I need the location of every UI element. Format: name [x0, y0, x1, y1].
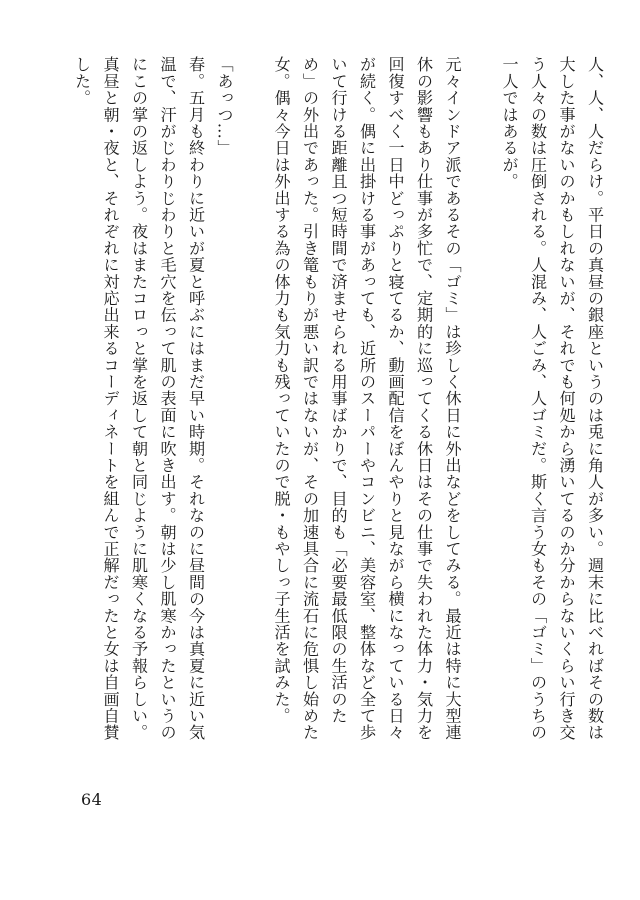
- paragraph-4: 春。五月も終わりに近いが夏と呼ぶにはまだ早い時期。それなのに昼間の今は真夏に近い気温で、汗がじわりじわりと毛穴を伝って肌の表面に吹き出す。朝は少し肌寒かったというのにこの掌の返しよう。夜はまたコロっと掌を返して朝と同じように肌寒くなる予報らしい。真昼と朝・夜と、それぞれに対応出来るコーディネートを組んで正解だったと女は自画自賛した。: [72, 56, 205, 741]
- blank-line: [466, 56, 495, 746]
- blank-line: [238, 56, 267, 746]
- page-number: 64: [81, 790, 103, 809]
- paragraph-3: 「あっつ…」: [214, 56, 234, 157]
- paragraph-2: 元々インドア派であるその「ゴミ」は珍しく休日に外出などをしてみる。最近は特に大型連休の影響もあり仕事が多忙で、定期的に巡ってくる休日はその仕事で失われた体力・気力を回復すべく一日中どっぷりと寝てるか、動画配信をぼんやりと見ながら横になっている日々が続く。偶に出掛ける事があっても、近所のスーパーやコンビニ、美容室、整体など全て歩いて行ける距離且つ短時間で済ませられる用事ばかりで、目的も「必要最低限の生活のため」の外出であった。引き篭もりが悪い訳ではないが、その加速具合に流石に危惧し始めた女。偶々今日は外出する為の体力も気力も残っていたので脱・もやしっ子生活を試みた。: [271, 56, 462, 741]
- vertical-text-body: [48, 56, 608, 746]
- paragraph-1: 人、人、人だらけ。平日の真昼の銀座というのは兎に角人が多い。週末に比べればその数は大した事がないのかもしれないが、それでも何処から湧いてるのか分からないくらい行き交う人々の数は圧倒される。人混み、人ごみ、人ゴミだ。斯く言う女もその「ゴミ」のうちの一人ではあるが。: [499, 56, 604, 741]
